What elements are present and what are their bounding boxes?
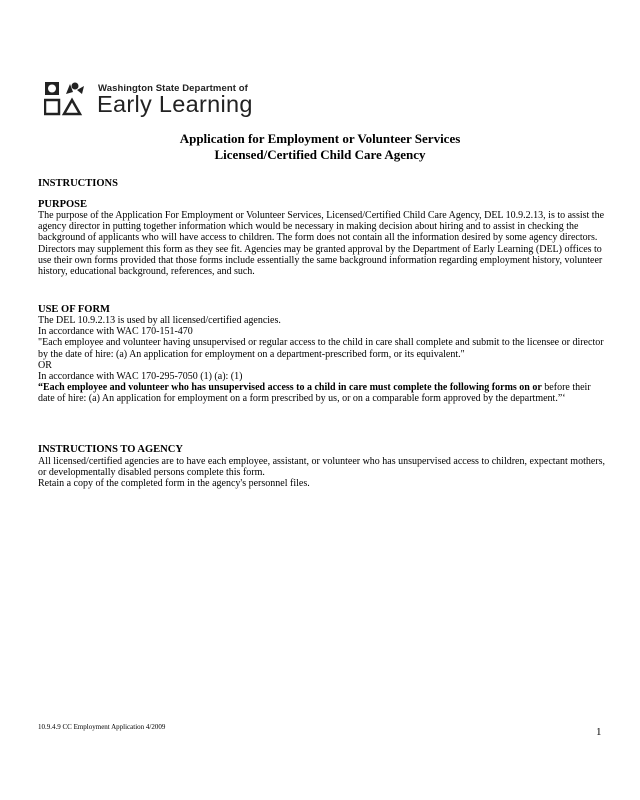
purpose-heading: PURPOSE — [38, 199, 88, 210]
use-line-2: In accordance with WAC 170-151-470 — [38, 326, 193, 338]
program-name: Early Learning — [97, 91, 253, 117]
page-number: 1 — [596, 726, 602, 738]
use-quote-2 — [38, 382, 608, 404]
instructions-heading: INSTRUCTIONS — [38, 178, 118, 189]
use-quote-2-rest: before their date of hire: (a) An application for employment on a form prescribed by us, or on a comparable form approved by the department.”‘ — [38, 382, 591, 405]
agency-name: Washington State Department of — [98, 83, 248, 94]
use-quote-1: "Each employee and volunteer having unsupervised or regular access to the child in care shall complete and submit to the licensee or director by the date of hire: (a) An application for employment on a department-prescribed form, or its equivalent." — [38, 337, 604, 360]
use-or: OR — [38, 359, 52, 371]
purpose-paragraph: The purpose of the Application For Employment or Volunteer Services, Licensed/Certified Child Care Agency, DEL 10.9.2.13, is to assist the agency director in putting together information which would be necessary in making decision about hiring and to assist in checking the background of applicants who will have access to children. The form does not contain all the information desired by some agency directors. Directors may supplement this form as they see fit. Agencies may be granted approval by the Department of Early Learning (DEL) offices to use their own forms provided that those forms include essentially the same background information regarding employment history, volunteer history, educational background, references, and such. — [38, 210, 605, 278]
document-title: Application for Employment or Volunteer Services — [179, 131, 461, 146]
agency-heading: INSTRUCTIONS TO AGENCY — [38, 444, 183, 455]
use-quote-2-bold: “Each employee and volunteer who has unsupervised access to a child in care must complete the following forms on or — [38, 382, 542, 394]
use-of-form-text — [38, 315, 608, 405]
logo-shapes-icon — [44, 80, 88, 120]
purpose-text — [38, 210, 608, 277]
use-line-1: The DEL 10.9.2.13 is used by all licensed/certified agencies. — [38, 315, 281, 326]
footer-form-id: 10.9.4.9 CC Employment Application 4/2009 — [38, 723, 166, 731]
del-logo — [44, 80, 304, 120]
agency-line-2: Retain a copy of the completed form in the agency's personnel files. — [38, 478, 310, 490]
agency-text — [38, 456, 608, 490]
use-line-3: In accordance with WAC 170-295-7050 (1) (a): (1) — [38, 371, 243, 383]
document-subtitle: Licensed/Certified Child Care Agency — [214, 147, 426, 162]
agency-line-1: All licensed/certified agencies are to have each employee, assistant, or volunteer who has unsupervised access to children, expectant mothers, or developmentally disabled persons complete this form. — [38, 456, 606, 479]
use-of-form-heading: USE OF FORM — [38, 304, 110, 315]
